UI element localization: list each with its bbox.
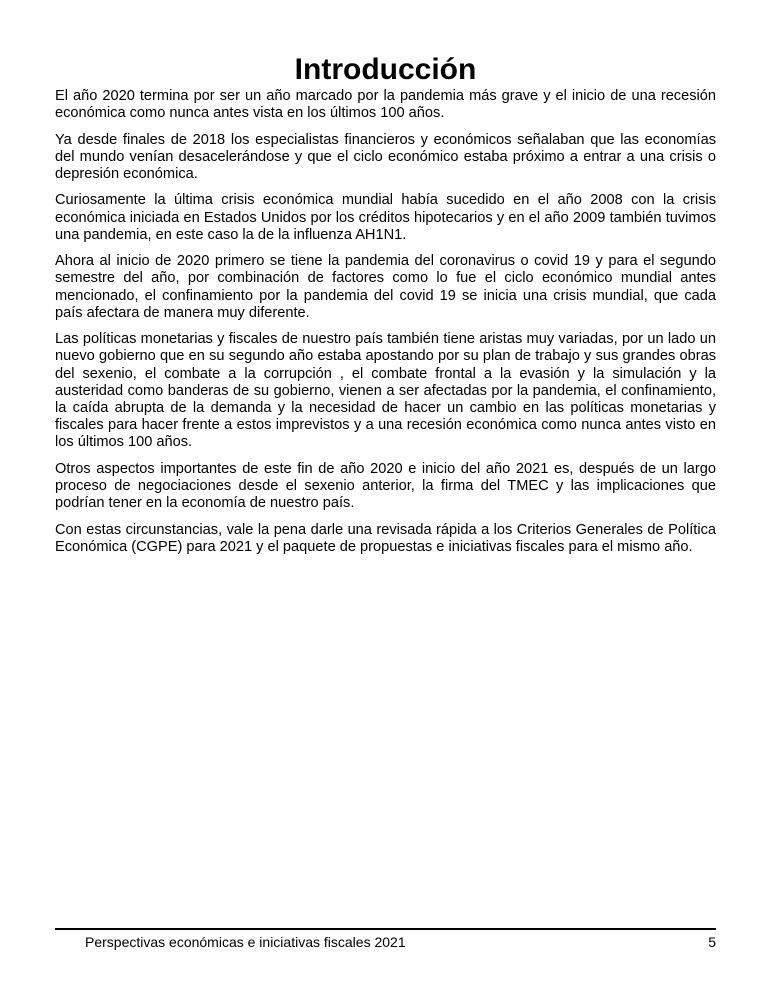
paragraph-2: Ya desde finales de 2018 los especialistas financieros y económicos señalaban que las economías del mundo venían desacelerándose y que el ciclo económico estaba próximo a entrar a una crisis o depresión económica. — [55, 131, 716, 182]
paragraph-1: El año 2020 termina por ser un año marcado por la pandemia más grave y el inicio de una recesión económica como nunca antes vista en los últimos 100 años. — [55, 88, 716, 122]
paragraph-6: Otros aspectos importantes de este fin de año 2020 e inicio del año 2021 es, después de un largo proceso de negociaciones desde el sexenio anterior, la firma del TMEC y las implicaciones que podrían tener en la economía de nuestro país. — [55, 460, 716, 512]
footer-title: Perspectivas económicas e iniciativas fiscales 2021 — [85, 934, 406, 950]
page-content — [55, 52, 716, 565]
paragraph-5: Las políticas monetarias y fiscales de nuestro país también tiene aristas muy variadas, por un lado un nuevo gobierno que en su segundo año estaba apostando por su plan de trabajo y sus grandes obras del sexenio, el combate a la corrupción , el combate frontal a la evasión y la simulación y la austeridad como banderas de su gobierno, vienen a ser afectadas por la pandemia, el confinamiento, la caída abrupta de la demanda y la necesidad de hacer un cambio en las políticas monetarias y fiscales para hacer frente a estos imprevistos y a una recesión económica como nunca antes visto en los últimos 100 años. — [55, 331, 716, 451]
paragraph-7: Con estas circunstancias, vale la pena darle una revisada rápida a los Criterios Generales de Política Económica (CGPE) para 2021 y el paquete de propuestas e iniciativas fiscales para el mismo año. — [55, 521, 716, 555]
page-title: Introducción — [294, 53, 477, 86]
page-number: 5 — [708, 934, 716, 950]
footer-divider — [55, 928, 716, 930]
paragraph-4: Ahora al inicio de 2020 primero se tiene la pandemia del coronavirus o covid 19 y para el segundo semestre del año, por combinación de factores como lo fue el ciclo económico mundial antes mencionado, el confinamiento por la pandemia del covid 19 se inicia una crisis mundial, que cada país afectara de manera muy diferente. — [55, 253, 716, 321]
paragraph-3: Curiosamente la última crisis económica mundial había sucedido en el año 2008 con la crisis económica iniciada en Estados Unidos por los créditos hipotecarios y en el año 2009 también tuvimos una pandemia, en este caso la de la influenza AH1N1. — [55, 192, 716, 243]
